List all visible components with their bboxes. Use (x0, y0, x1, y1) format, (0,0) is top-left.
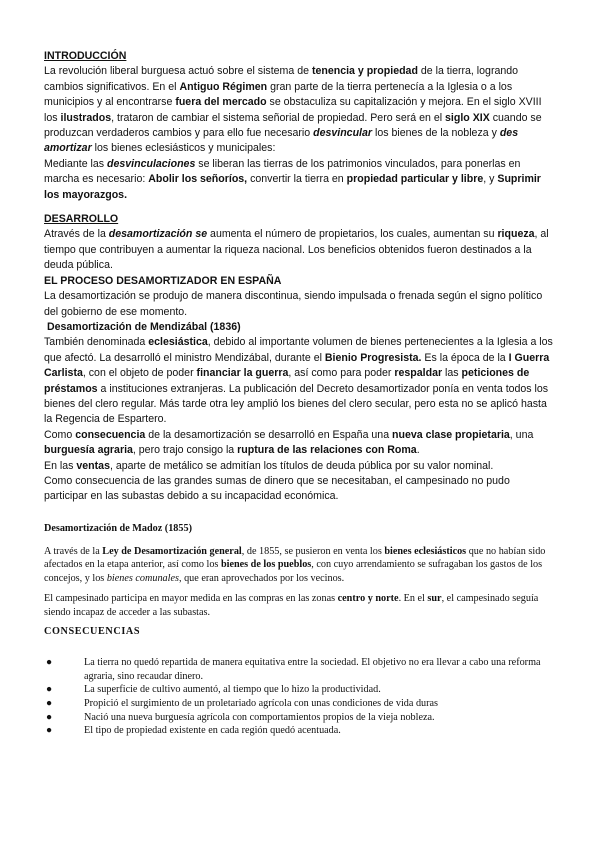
bullet-icon: ● (46, 657, 53, 669)
mendizabal-paragraph: También denominada eclesiástica, debido al importante volumen de bienes pertenecientes a la Iglesia a los que afectó. La desarrolló el ministro Mendizábal, durante el Bienio Progresista. Es la época de la I Guerra Carlista, con el objeto de poder financiar la guerra, así como para poder respaldar las peticiones de préstamos a instituciones extranjeras. La publicación del Decreto desamortizador ponía en venta todos los bienes del clero regular. Más tarde otra ley amplió los bienes del clero secular, pero esta no se aplicó hasta la Regencia de Espartero. (44, 336, 553, 426)
consecuencias-heading: CONSECUENCIAS (44, 625, 141, 637)
desarrollo-heading: DESARROLLO (44, 213, 119, 226)
intro-paragraph-2: Mediante las desvinculaciones se liberan las tierras de los patrimonios vinculados, para ponerlas en marcha es necesario: Abolir los señoríos, convertir la tierra en propiedad particular y libre, y Suprimir los mayorazgos. (44, 157, 541, 201)
proceso-paragraph: La desamortización se produjo de manera discontinua, siendo impulsada o frenada según el signo político del gobierno de ese momento. (44, 290, 543, 318)
bullet-icon: ● (46, 697, 53, 709)
bullet-icon: ● (46, 725, 53, 737)
list-item: ● El tipo de propiedad existente en cada región quedó acentuada. (46, 725, 341, 737)
madoz-heading: Desamortización de Madoz (1855) (44, 523, 192, 534)
bullet-icon: ● (46, 684, 53, 696)
ventas-paragraph: En las ventas, aparte de metálico se admitían los títulos de deuda pública por su valor nominal. (44, 459, 494, 472)
list-item: ● La tierra no quedó repartida de manera equitativa entre la sociedad. El objetivo no era llevar a cabo una reforma agraria, sino recaudar dinero. (46, 657, 541, 682)
spacer (44, 203, 556, 212)
intro-paragraph-1: La revolución liberal burguesa actuó sobre el sistema de tenencia y propiedad de la tierra, logrando cambios significativos. En el Antiguo Régimen gran parte de la tierra pertenecía a la Iglesia o a los municipios y al encontrarse fuera del mercado se obstaculiza su capitalización y mejora. En el siglo XVIII los ilustrados, trataron de cambiar el sistema señorial de propiedad. Pero será en el siglo XIX cuando se produzcan verdaderos cambios y para ello fue necesario desvincular los bienes de la nobleza y des amortizar los bienes eclesiásticos y municipales: (44, 65, 542, 155)
campesinado-paragraph: Como consecuencia de las grandes sumas de dinero que se necesitaban, el campesinado no pudo participar en las subastas debido a su incapacidad económica. (44, 474, 510, 503)
list-item: ● Propició el surgimiento de un proletariado agrícola con unas condiciones de vida duras (46, 697, 439, 709)
consecuencia-paragraph: Como consecuencia de la desamortización se desarrolló en España una nueva clase propietaria, una burguesía agraria, pero trajo consigo la ruptura de las relaciones con Roma. (44, 428, 534, 457)
desarrollo-paragraph-1: Através de la desamortización se aumenta el número de propietarios, los cuales, aumentan su riqueza, al tiempo que contribuyen a aumentar la riqueza nacional. Los beneficios obtenidos fueron destinados a la deuda pública. (44, 228, 549, 272)
madoz-paragraph-2: El campesinado participa en mayor medida en las compras en las zonas centro y norte. En el sur, el campesinado seguía siendo incapaz de acceder a las subastas. (44, 593, 539, 618)
proceso-heading: EL PROCESO DESAMORTIZADOR EN ESPAÑA (44, 274, 282, 287)
madoz-paragraph-1: A través de la Ley de Desamortización general, de 1855, se pusieron en venta los bienes eclesiásticos que no habían sido afectados en la etapa anterior, así como los bienes de los pueblos, con cuyo arrendamiento se sufragaban los gastos de los concejos, y los bienes comunales, que eran aprovechados por los vecinos. (44, 545, 546, 584)
bullet-icon: ● (46, 711, 53, 723)
consecuencias-list (44, 656, 560, 738)
section-serif (44, 522, 560, 738)
list-item: ● La superficie de cultivo aumentó, al tiempo que lo hizo la productividad. (46, 684, 381, 696)
intro-heading: INTRODUCCIÓN (44, 50, 127, 62)
mendizabal-heading: Desamortización de Mendizábal (1836) (44, 320, 241, 333)
list-item: ● Nació una nueva burguesía agrícola con comportamientos propios de la vieja nobleza. (46, 711, 435, 723)
section-sans (44, 49, 556, 505)
